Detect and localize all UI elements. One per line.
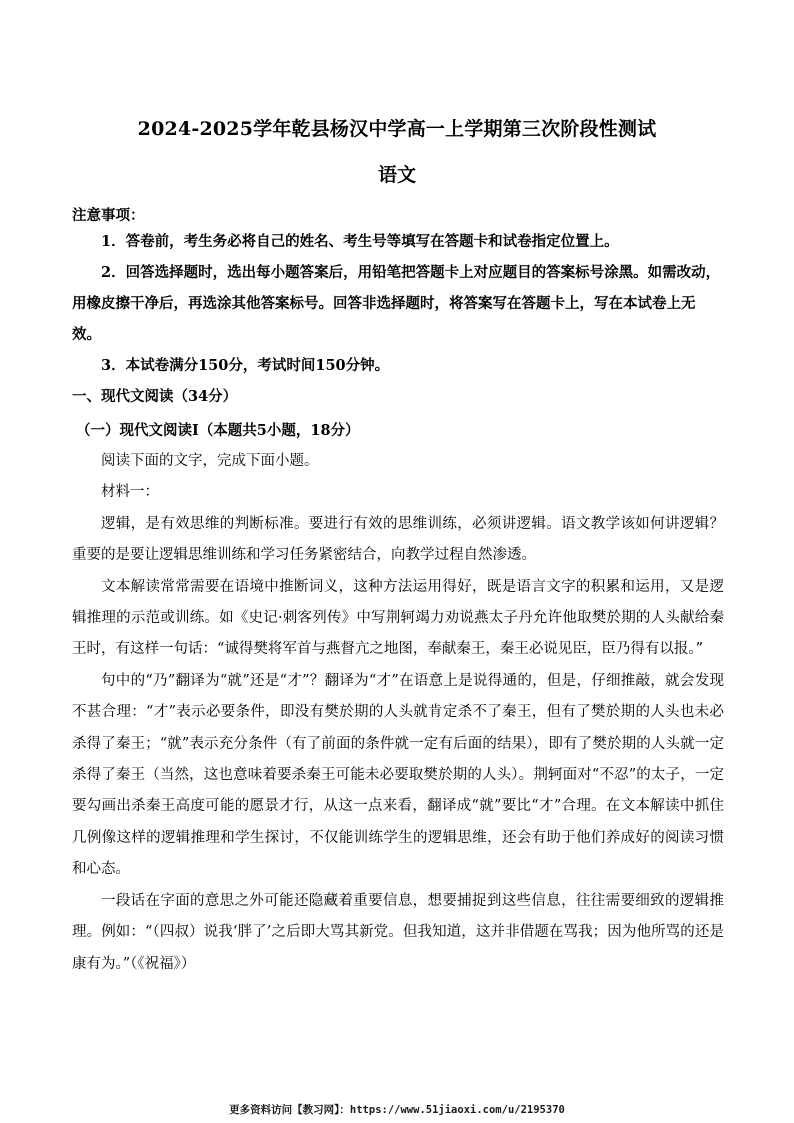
footer-link[interactable]: 更多资料访问【教习网】：https://www.51jiaoxi.com/u/2195370: [229, 1104, 565, 1116]
passage-paragraph: 一段话在字面的意思之外可能还隐藏着重要信息，想要捕捉到这些信息，往往需要细致的逻辑推理。例如：“（四叔）说我‘胖了’之后即大骂其新党。但我知道，这并非借题在骂我；因为他所骂的还是康有为。”（《祝福》）: [72, 892, 724, 972]
notice-list: [72, 226, 724, 381]
subsection-heading: （一）现代文阅读Ⅰ（本题共5小题，18分）: [76, 422, 360, 439]
passage-paragraph: 逻辑，是有效思维的判断标准。要进行有效的思维训练，必须讲逻辑。语文教学该如何讲逻辑？重要的是要让逻辑思维训练和学习任务紧密结合，向教学过程自然渗透。: [72, 515, 724, 564]
passage-paragraph: 文本解读常常需要在语境中推断词义，这种方法运用得好，既是语言文字的积累和运用，又是逻辑推理的示范或训练。如《史记·刺客列传》中写荆轲竭力劝说燕太子丹允许他取樊於期的人头献给秦王时，有这样一句话：“诚得樊将军首与燕督亢之地图，奉献秦王，秦王必说见臣，臣乃得有以报。”: [72, 578, 724, 658]
passage-paragraph: 句中的“乃”翻译为“就”还是“才”？翻译为“才”在语意上是说得通的，但是，仔细推敲，就会发现不甚合理：“才”表示必要条件，即没有樊於期的人头就肯定杀不了秦王，但有了樊於期的人头也未必杀得了秦王；“就”表示充分条件（有了前面的条件就一定有后面的结果），即有了樊於期的人头就一定杀得了秦王（当然，这也意味着要杀秦王可能未必要取樊於期的人头）。荆轲面对“不忍”的太子，一定要勾画出杀秦王高度可能的愿景才行，从这一点来看，翻译成“就”要比“才”合理。在文本解读中抓住几例像这样的逻辑推理和学生探讨，不仅能训练学生的逻辑思维，还会有助于他们养成好的阅读习惯和心态。: [72, 672, 724, 878]
notice-item: 1．答卷前，考生务必将自己的姓名、考生号等填写在答题卡和试卷指定位置上。: [101, 233, 619, 250]
notice-item: 2．回答选择题时，选出每小题答案后，用铅笔把答题卡上对应题目的答案标号涂黑。如需改动，用橡皮擦干净后，再选涂其他答案标号。回答非选择题时，将答案写在答题卡上，写在本试卷上无效。: [72, 264, 721, 343]
material-label: 材料一：: [101, 484, 159, 501]
notice-heading: 注意事项：: [72, 207, 145, 224]
notice-item: 3．本试卷满分150分，考试时间150分钟。: [101, 357, 390, 374]
section-heading: 一、现代文阅读（34分）: [72, 388, 238, 405]
instruction-text: 阅读下面的文字，完成下面小题。: [101, 453, 319, 469]
exam-title: 2024-2025学年乾县杨汉中学高一上学期第三次阶段性测试: [137, 118, 657, 140]
reading-passage: [72, 446, 724, 980]
subject-title: 语文: [377, 164, 416, 186]
